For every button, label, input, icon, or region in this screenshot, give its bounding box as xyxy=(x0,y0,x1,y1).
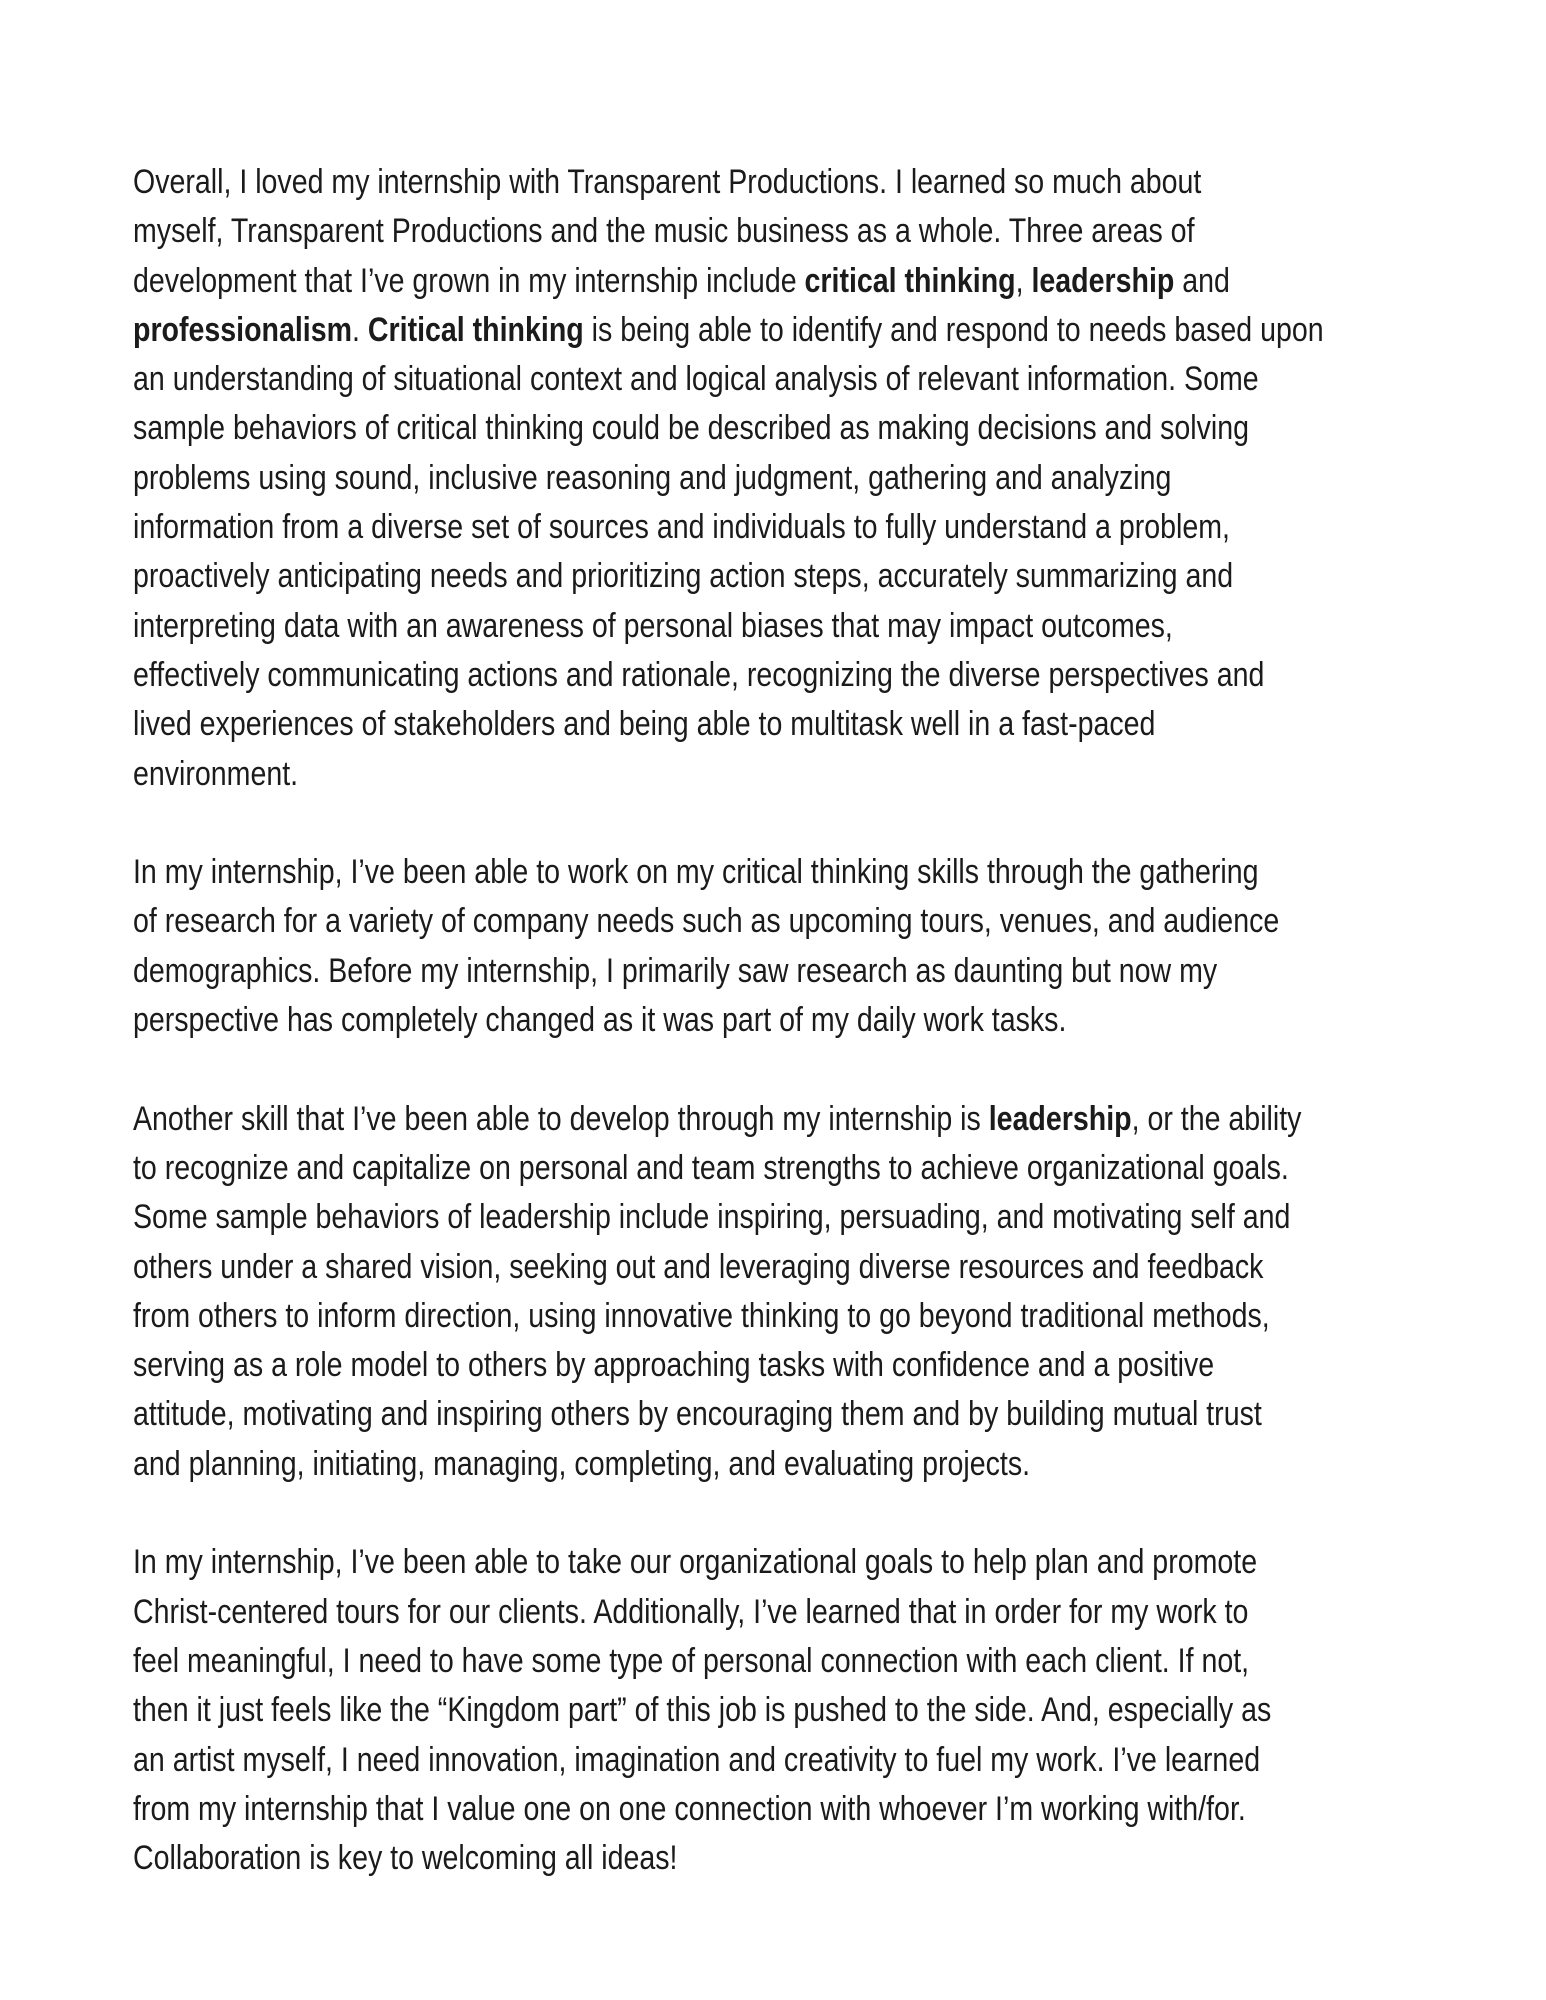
text-line xyxy=(133,1785,1309,1834)
text-line xyxy=(133,1292,1309,1341)
text-run: perspective has completely changed as it was part of my daily work tasks. xyxy=(133,1001,1067,1040)
text-line xyxy=(133,996,1309,1045)
text-run: development that I’ve grown in my internship include xyxy=(133,261,805,300)
text-run: . xyxy=(352,310,368,349)
text-run: In my internship, I’ve been able to take our organizational goals to help plan and promote xyxy=(133,1543,1258,1582)
paragraph xyxy=(133,848,1533,1045)
document-body xyxy=(133,158,1533,1933)
text-run: lived experiences of stakeholders and being able to multitask well in a fast-paced xyxy=(133,705,1156,744)
paragraph xyxy=(133,158,1533,799)
text-line xyxy=(133,1440,1309,1489)
text-line xyxy=(133,404,1309,453)
text-run: to recognize and capitalize on personal and team strengths to achieve organizational goals. xyxy=(133,1148,1289,1187)
text-line xyxy=(133,1736,1309,1785)
bold-term: professionalism xyxy=(133,310,353,349)
text-line xyxy=(133,651,1309,700)
bold-term: critical thinking xyxy=(804,261,1016,300)
text-run: In my internship, I’ve been able to work on my critical thinking skills through the gathering xyxy=(133,853,1259,892)
text-line xyxy=(133,1144,1309,1193)
text-run: feel meaningful, I need to have some type of personal connection with each client. If not, xyxy=(133,1641,1250,1680)
text-run: from others to inform direction, using innovative thinking to go beyond traditional methods, xyxy=(133,1296,1270,1335)
text-line xyxy=(133,306,1324,355)
text-run: information from a diverse set of sources and individuals to fully understand a problem, xyxy=(133,508,1230,547)
text-line xyxy=(133,602,1309,651)
text-line xyxy=(133,947,1309,996)
text-run: environment. xyxy=(133,754,299,793)
text-line xyxy=(133,207,1309,256)
text-line xyxy=(133,848,1309,897)
text-run: sample behaviors of critical thinking could be described as making decisions and solving xyxy=(133,409,1250,448)
text-run: then it just feels like the “Kingdom part” of this job is pushed to the side. And, especially as xyxy=(133,1691,1272,1730)
text-line xyxy=(133,897,1309,946)
bold-term: Critical thinking xyxy=(367,310,584,349)
text-run: Another skill that I’ve been able to develop through my internship is xyxy=(133,1099,989,1138)
text-run: interpreting data with an awareness of personal biases that may impact outcomes, xyxy=(133,606,1173,645)
text-run: Collaboration is key to welcoming all ideas! xyxy=(133,1839,678,1878)
text-run: problems using sound, inclusive reasoning and judgment, gathering and analyzing xyxy=(133,458,1172,497)
text-line xyxy=(133,355,1309,404)
text-run: an understanding of situational context and logical analysis of relevant information. Some xyxy=(133,360,1259,399)
text-run: , xyxy=(1015,261,1032,300)
text-run: others under a shared vision, seeking out and leveraging diverse resources and feedback xyxy=(133,1247,1264,1286)
text-run: Some sample behaviors of leadership include inspiring, persuading, and motivating self and xyxy=(133,1198,1291,1237)
text-line xyxy=(133,1243,1309,1292)
text-run: myself, Transparent Productions and the music business as a whole. Three areas of xyxy=(133,212,1195,251)
text-run: Overall, I loved my internship with Transparent Productions. I learned so much about xyxy=(133,163,1202,201)
paragraph xyxy=(133,1538,1533,1883)
text-line xyxy=(133,1538,1309,1587)
text-run: an artist myself, I need innovation, imagination and creativity to fuel my work. I’ve learned xyxy=(133,1740,1261,1779)
text-line xyxy=(133,700,1309,749)
text-run: from my internship that I value one on one connection with whoever I’m working with/for. xyxy=(133,1789,1246,1828)
text-run: serving as a role model to others by approaching tasks with confidence and a positive xyxy=(133,1346,1215,1385)
text-run: attitude, motivating and inspiring others by encouraging them and by building mutual trust xyxy=(133,1395,1262,1434)
text-run: effectively communicating actions and rationale, recognizing the diverse perspectives and xyxy=(133,655,1265,694)
text-run: and planning, initiating, managing, completing, and evaluating projects. xyxy=(133,1444,1031,1483)
bold-term: leadership xyxy=(988,1099,1132,1138)
text-run: is being able to identify and respond to needs based upon xyxy=(583,310,1324,349)
text-line xyxy=(133,1588,1309,1637)
text-line xyxy=(133,1686,1309,1735)
text-line xyxy=(133,750,1309,799)
bold-term: leadership xyxy=(1031,261,1175,300)
text-run: Christ-centered tours for our clients. Additionally, I’ve learned that in order for my work to xyxy=(133,1592,1249,1631)
text-line xyxy=(133,1193,1309,1242)
paragraph xyxy=(133,1095,1533,1489)
text-run: of research for a variety of company needs such as upcoming tours, venues, and audience xyxy=(133,902,1280,941)
text-run: and xyxy=(1174,261,1230,300)
text-line xyxy=(133,158,1309,207)
text-line xyxy=(133,454,1309,503)
text-line xyxy=(133,1095,1309,1144)
text-line xyxy=(133,503,1309,552)
text-run: , or the ability xyxy=(1131,1099,1302,1138)
text-run: proactively anticipating needs and prioritizing action steps, accurately summarizing and xyxy=(133,557,1234,596)
text-line xyxy=(133,257,1309,306)
text-line xyxy=(133,1834,1309,1883)
text-line xyxy=(133,1390,1309,1439)
text-line xyxy=(133,552,1309,601)
text-line xyxy=(133,1341,1309,1390)
text-line xyxy=(133,1637,1309,1686)
text-run: demographics. Before my internship, I primarily saw research as daunting but now my xyxy=(133,951,1218,990)
